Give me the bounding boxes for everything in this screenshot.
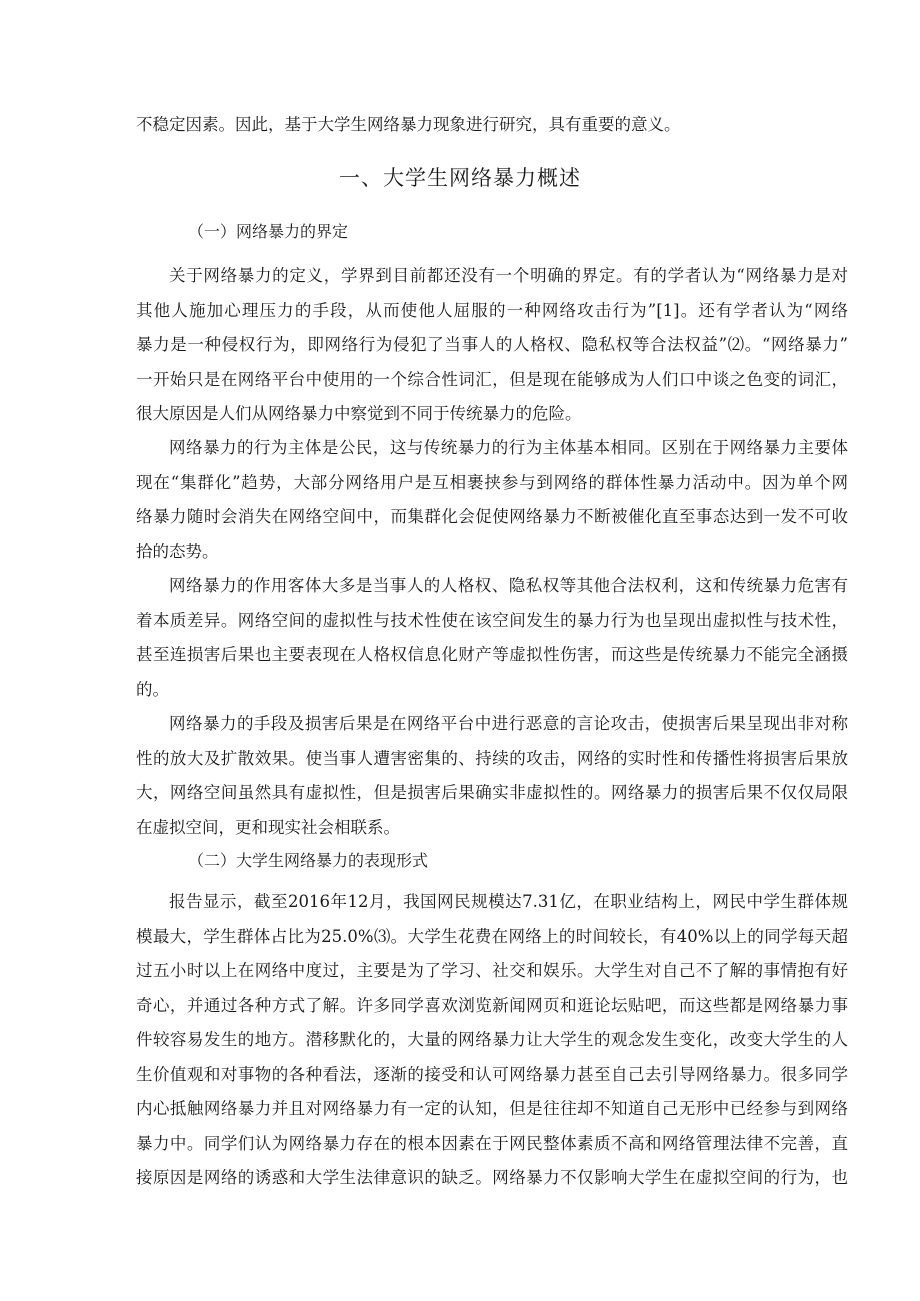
text-line: 着本质差异。网络空间的虚拟性与技术性使在该空间发生的暴力行为也呈现出虚拟性与技术性， [136,610,848,630]
text-line: 接原因是网络的诱惑和大学生法律意识的缺乏。网络暴力不仅影响大学生在虚拟空间的行为，也 [136,1168,848,1187]
subsection-title-1: （一）网络暴力的界定 [188,222,349,241]
intro-paragraph-tail [136,108,848,143]
paragraph-means [136,707,848,845]
section-title: 一、大学生网络暴力概述 [339,166,581,190]
paragraph-object [136,569,848,707]
text-line: 报告显示，截至2016年12月，我国网民规模达7.31亿，在职业结构上，网民中学生群体规 [169,892,848,911]
text-line: 暴力是一种侵权行为，即网络行为侵犯了当事人的人格权、隐私权等合法权益”⑵。“网络暴力” [136,335,848,354]
text-line: 不稳定因素。因此，基于大学生网络暴力现象进行研究，具有重要的意义。 [136,115,681,134]
text-line: 件较容易发生的地方。潜移默化的，大量的网络暴力让大学生的观念发生变化，改变大学生的人 [136,1030,848,1049]
text-line: 甚至连损害后果也主要表现在人格权信息化财产等虚拟性伤害，而这些是传统暴力不能完全涵摄 [136,645,848,664]
text-line: 过五小时以上在网络中度过，主要是为了学习、社交和娱乐。大学生对自己不了解的事情抱有好 [136,961,848,980]
text-line: 其他人施加心理压力的手段，从而使他人屈服的一种网络攻击行为”[1]。还有学者认为“网络 [136,300,848,320]
text-line: 大，网络空间虽然具有虚拟性，但是损害后果确实非虚拟性的。网络暴力的损害后果不仅仅局限 [136,783,848,802]
text-line: 网络暴力的作用客体大多是当事人的人格权、隐私权等其他合法权利，这和传统暴力危害有 [169,576,848,595]
paragraph-subject [136,431,848,569]
text-line: 一开始只是在网络平台中使用的一个综合性词汇，但是现在能够成为人们口中谈之色变的词汇， [136,369,848,389]
text-line: 网络暴力的手段及损害后果是在网络平台中进行恶意的言论攻击，使损害后果呈现出非对称 [169,714,848,733]
text-line: 的。 [136,679,169,699]
text-line: 拾的态势。 [136,541,219,561]
text-line: 模最大，学生群体占比为25.0%⑶。大学生花费在网络上的时间较长，有40%以上的同学每天超 [136,926,848,946]
text-line: 生价值观和对事物的各种看法，逐渐的接受和认可网络暴力甚至自己去引导网络暴力。很多同学 [136,1064,848,1084]
text-line: 网络暴力的行为主体是公民，这与传统暴力的行为主体基本相同。区别在于网络暴力主要体 [169,438,848,457]
text-line: 内心抵触网络暴力并且对网络暴力有一定的认知，但是往往却不知道自己无形中已经参与到网络 [136,1099,848,1118]
text-line: 暴力中。同学们认为网络暴力存在的根本因素在于网民整体素质不高和网络管理法律不完善，直 [136,1133,848,1153]
text-line: 很大原因是人们从网络暴力中察觉到不同于传统暴力的危险。 [136,404,582,423]
text-line: 奇心，并通过各种方式了解。许多同学喜欢浏览新闻网页和逛论坛贴吧，而这些都是网络暴力事 [136,995,848,1015]
subsection-title-2: （二）大学生网络暴力的表现形式 [188,851,429,870]
text-line: 现在“集群化”趋势，大部分网络用户是互相裹挟参与到网络的群体性暴力活动中。因为单个网 [136,472,848,492]
text-line: 性的放大及扩散效果。使当事人遭害密集的、持续的攻击，网络的实时性和传播性将损害后果放 [136,748,848,768]
paragraph-definition [136,259,848,432]
paragraph-manifestation [136,885,848,1196]
text-line: 络暴力随时会消失在网络空间中，而集群化会促使网络暴力不断被催化直至事态达到一发不可收 [136,507,848,526]
text-line: 在虚拟空间，更和现实社会相联系。 [136,817,400,837]
text-line: 关于网络暴力的定义，学界到目前都还没有一个明确的界定。有的学者认为“网络暴力是对 [169,266,848,285]
